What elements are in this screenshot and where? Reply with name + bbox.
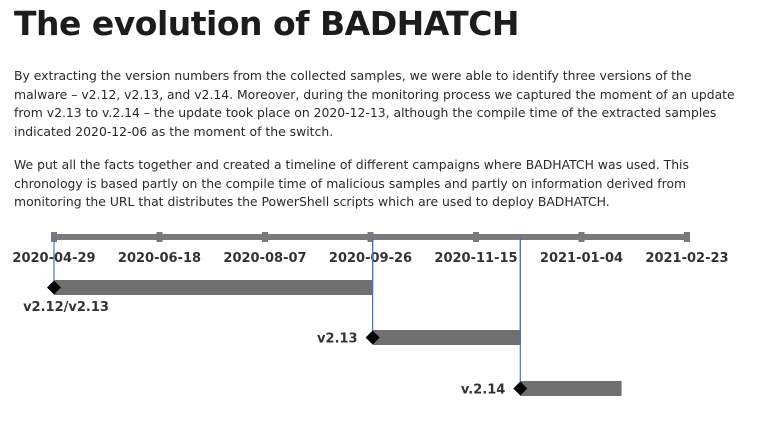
timeline-axis (12, 232, 728, 266)
article-title: The evolution of BADHATCH (14, 4, 520, 43)
axis-tick-label: 2020-09-26 (328, 251, 413, 266)
timeline-bars (23, 237, 622, 398)
series-bar (54, 280, 373, 295)
article-paragraph-1: By extracting the version numbers from the collected samples, we were able to identify three versions of the malware – v2.12, v2.13, and v2.14. Moreover, during the monitoring process we captured the moment of an update from v2.13 to v.2.14 – the update took place on 2020-12-13, although the compile time of the extracted samples indicated 2020-12-06 as the moment of the switch. (14, 68, 735, 139)
axis-tick (473, 232, 479, 242)
series-bar (520, 381, 621, 396)
axis-tick-label: 2020-11-15 (434, 251, 518, 266)
series-label: v.2.14 (460, 382, 506, 398)
axis-tick-label: 2021-02-23 (645, 251, 729, 266)
axis-tick-label: 2020-06-18 (117, 251, 202, 266)
axis-tick (684, 232, 690, 242)
series-label: v2.12/v2.13 (23, 300, 109, 315)
series-label: v2.13 (317, 331, 358, 347)
axis-tick-label: 2020-08-07 (223, 251, 307, 266)
series-bar (373, 330, 521, 345)
axis-tick (262, 232, 268, 242)
article-paragraph-2: We put all the facts together and created a timeline of different campaigns where BADHATCH was used. This chronology is based partly on the compile time of malicious samples and partly on information derived from monitoring the URL that distributes the PowerShell scripts which are used to deploy BADHATCH. (14, 157, 689, 209)
axis-tick-label: 2020-04-29 (12, 251, 96, 266)
axis-tick (157, 232, 163, 242)
axis-tick (579, 232, 585, 242)
axis-tick-label: 2021-01-04 (539, 251, 624, 266)
